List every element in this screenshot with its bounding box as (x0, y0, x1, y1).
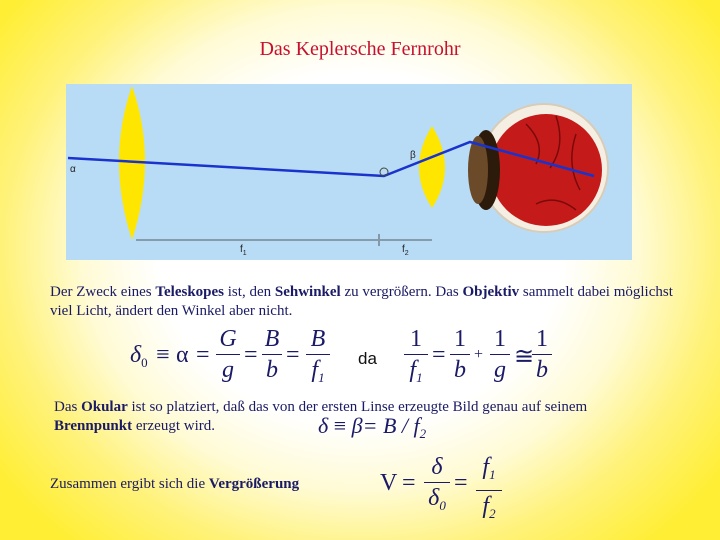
telescope-diagram (66, 84, 632, 260)
page-title: Das Keplersche Fernrohr (259, 38, 461, 60)
formula-lens: 1 $f_1$ = 1 b + 1 g ≅ 1 b (404, 326, 564, 390)
formula-magnification: V = δ $\delta_0$ = $f_1$ $f_2$ (380, 454, 520, 520)
formula-eyepiece-angle: $\delta \equiv \beta= B / f_2$ (318, 413, 427, 441)
f1-label: $f_1$ (240, 244, 247, 257)
f2-label: $f_2$ (402, 244, 409, 257)
alpha-label: α (70, 164, 76, 175)
paragraph-magnification: Zusammen ergibt sich die Vergrößerung (50, 476, 300, 492)
eyepiece-lens (419, 126, 445, 208)
paragraph-eyepiece: Das Okular ist so platziert, daß das von der ersten Linse erzeugte Bild genau auf seinem Brennpunkt erzeugt wird. (54, 399, 588, 434)
da-label: da (358, 349, 377, 368)
eye-illustration (468, 104, 608, 232)
formula-angle: $\delta_0$ ≡ α = G g = B b = B $f_1$ (130, 326, 350, 390)
paragraph-telescope-purpose: Der Zweck eines Teleskopes ist, den Sehwinkel zu vergrößern. Das Objektiv sammelt dabei möglichst viel Licht, ändert den Winkel aber nicht. (50, 284, 673, 319)
beta-label: β (410, 150, 416, 161)
